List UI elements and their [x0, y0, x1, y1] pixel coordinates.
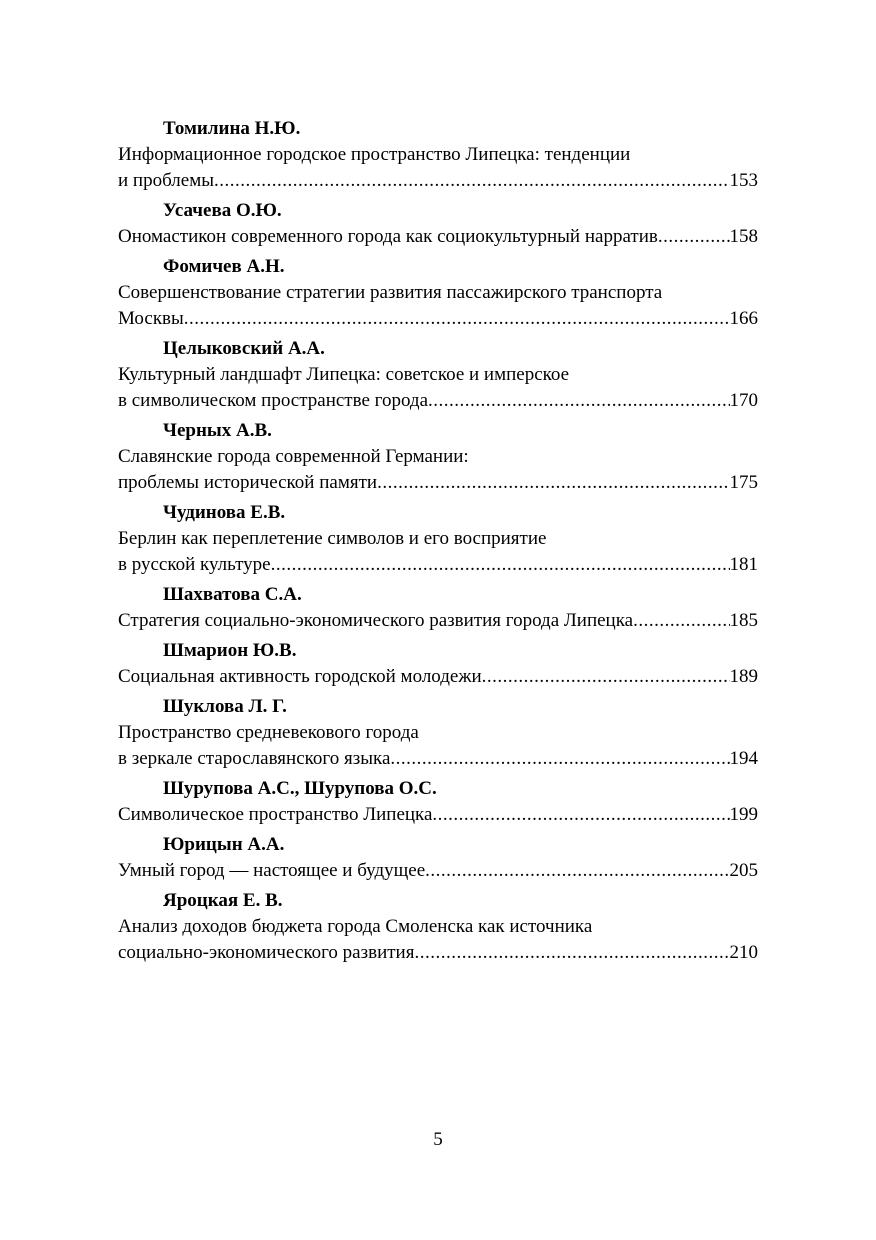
toc-title-last-line [118, 664, 758, 690]
toc-dot-leader [633, 608, 729, 634]
toc-title-line: в символическом пространстве города [118, 390, 429, 411]
toc-title-line: Стратегия социально-экономического развития города Липецка [118, 610, 634, 631]
toc-author: Юрицын А.А. [163, 834, 285, 855]
toc-entry [118, 638, 758, 690]
toc-title-last-line [118, 746, 758, 772]
toc-title-line: Ономастикон современного города как социокультурный нарратив [118, 226, 658, 247]
toc-title-last-line [118, 388, 758, 414]
toc-author: Томилина Н.Ю. [163, 118, 301, 139]
toc-page-number: 158 [729, 226, 758, 247]
toc-author: Целыковский А.А. [163, 338, 325, 359]
toc-author: Усачева О.Ю. [163, 200, 282, 221]
toc-entry [118, 694, 758, 772]
toc-title-line: Берлин как переплетение символов и его восприятие [118, 528, 547, 549]
toc-page-number: 175 [729, 472, 758, 493]
toc-title-last-line [118, 802, 758, 828]
toc-title-line: Культурный ландшафт Липецка: советское и имперское [118, 364, 570, 385]
toc-author: Шурупова А.С., Шурупова О.С. [163, 778, 437, 799]
toc-dot-leader [428, 388, 729, 414]
toc-page-number: 185 [729, 610, 758, 631]
toc-entry [118, 888, 758, 966]
toc-title-line: проблемы исторической памяти [118, 472, 378, 493]
toc-page-number: 170 [729, 390, 758, 411]
toc-title-last-line [118, 940, 758, 966]
toc-entry [118, 582, 758, 634]
toc-dot-leader [432, 802, 729, 828]
toc-title-line: социально-экономического развития [118, 942, 415, 963]
toc-entry [118, 500, 758, 578]
toc-entry [118, 418, 758, 496]
toc-title-line: Умный город — настоящее и будущее [118, 860, 426, 881]
toc-title-last-line [118, 608, 758, 634]
table-of-contents [118, 116, 758, 970]
toc-dot-leader [414, 940, 729, 966]
toc-title-last-line [118, 470, 758, 496]
toc-page-number: 166 [729, 308, 758, 329]
toc-page-number: 199 [729, 804, 758, 825]
toc-title-line: в русской культуре [118, 554, 271, 575]
toc-dot-leader [425, 858, 729, 884]
toc-author: Шмарион Ю.В. [163, 640, 297, 661]
toc-author: Шуклова Л. Г. [163, 696, 287, 717]
toc-title-line: Информационное городское пространство Липецка: тенденции [118, 144, 631, 165]
toc-author: Яроцкая Е. В. [163, 890, 283, 911]
toc-dot-leader [377, 470, 729, 496]
toc-dot-leader [482, 664, 730, 690]
toc-title-line: в зеркале старославянского языка [118, 748, 391, 769]
toc-page-number: 181 [729, 554, 758, 575]
toc-title-line: Москвы [118, 308, 184, 329]
toc-title-last-line [118, 306, 758, 332]
toc-title-line: Социальная активность городской молодежи [118, 666, 482, 687]
toc-title-line: Символическое пространство Липецка [118, 804, 433, 825]
toc-title-last-line [118, 224, 758, 250]
toc-dot-leader [658, 224, 730, 250]
toc-title-last-line [118, 858, 758, 884]
toc-author: Черных А.В. [163, 420, 272, 441]
toc-title-line: Славянские города современной Германии: [118, 446, 469, 467]
toc-title-line: Совершенствование стратегии развития пассажирского транспорта [118, 282, 663, 303]
toc-dot-leader [184, 306, 730, 332]
toc-author: Фомичев А.Н. [163, 256, 285, 277]
page-number: 5 [433, 1129, 443, 1150]
toc-entry [118, 832, 758, 884]
toc-title-line: и проблемы [118, 170, 214, 191]
toc-author: Чудинова Е.В. [163, 502, 286, 523]
toc-title-line: Анализ доходов бюджета города Смоленска как источника [118, 916, 593, 937]
toc-page-number: 205 [729, 860, 758, 881]
toc-dot-leader [214, 168, 730, 194]
toc-entry [118, 198, 758, 250]
toc-page-number: 194 [729, 748, 758, 769]
toc-entry [118, 776, 758, 828]
toc-author: Шахватова С.А. [163, 584, 302, 605]
toc-title-last-line [118, 552, 758, 578]
toc-page-number: 210 [729, 942, 758, 963]
toc-page-number: 189 [729, 666, 758, 687]
toc-dot-leader [271, 552, 730, 578]
toc-title-last-line [118, 168, 758, 194]
toc-dot-leader [390, 746, 729, 772]
toc-entry [118, 116, 758, 194]
toc-page-number: 153 [729, 170, 758, 191]
toc-entry [118, 336, 758, 414]
toc-entry [118, 254, 758, 332]
toc-title-line: Пространство средневекового города [118, 722, 419, 743]
